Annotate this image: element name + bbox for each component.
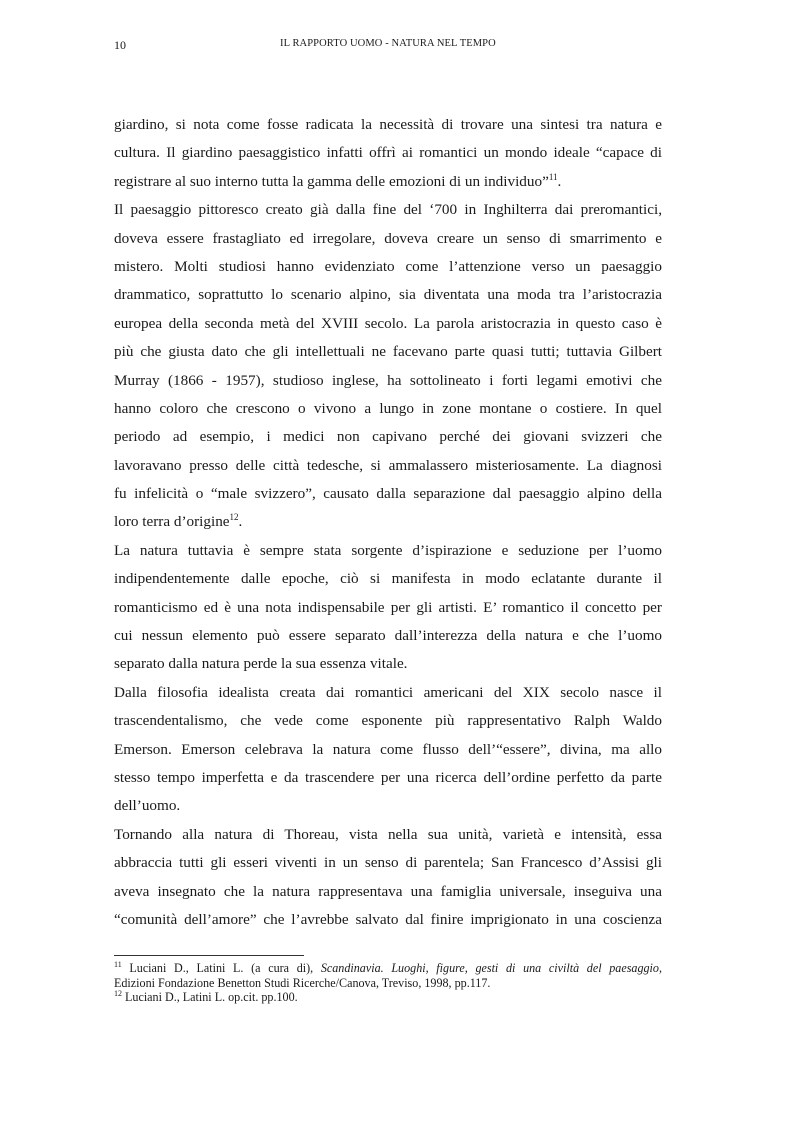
- text-line: periodo ad esempio, i medici non capivano perché dei giovani svizzeri che: [114, 428, 662, 446]
- text-line: trascendentalismo, che vede come esponente più rappresentativo Ralph Waldo: [114, 712, 662, 730]
- footnotes: [114, 961, 662, 1005]
- text-line: [114, 168, 662, 196]
- text-line-content: loro terra d’origine: [114, 513, 230, 531]
- text-line: fu infelicità o “male svizzero”, causato dalla separazione dal paesaggio alpino della: [114, 485, 662, 503]
- text-line: abbraccia tutti gli esseri viventi in un senso di parentela; San Francesco d’Assisi gli: [114, 854, 662, 872]
- footnote-ref-11[interactable]: 11: [548, 171, 558, 182]
- text-line: Murray (1866 - 1957), studioso inglese, ha sottolineato i forti legami emotivi che: [114, 371, 662, 389]
- text-line: Il paesaggio pittoresco creato già dalla fine del ‘700 in Inghilterra dai preromantici,: [114, 201, 662, 219]
- text-line: La natura tuttavia è sempre stata sorgente d’ispirazione e seduzione per l’uomo: [114, 541, 662, 559]
- text-line: romanticismo ed è una nota indispensabile per gli artisti. E’ romantico il concetto per: [114, 598, 662, 616]
- footnote-book-title: Scandinavia. Luoghi, figure, gesti di una civiltà del paesaggio: [320, 961, 659, 975]
- footnote-12: [114, 990, 662, 1005]
- page-header: [114, 38, 662, 56]
- text-line: Tornando alla natura di Thoreau, vista nella sua unità, varietà e intensità, essa: [114, 825, 662, 843]
- footnote-11-line2: Edizioni Fondazione Benetton Studi Ricerche/Canova, Treviso, 1998, pp.117.: [114, 975, 491, 990]
- text-line: dell’uomo.: [114, 797, 181, 815]
- footnote-number: 11: [114, 959, 122, 969]
- running-title: IL RAPPORTO UOMO - NATURA NEL TEMPO: [280, 38, 496, 49]
- footnote-authors: Luciani D., Latini L. (a cura di),: [121, 961, 321, 975]
- footnote-separator: [114, 955, 304, 956]
- text-line: Emerson. Emerson celebrava la natura come flusso dell’“essere”, divina, ma allo: [114, 740, 662, 758]
- text-line: [114, 508, 662, 536]
- text-line: mistero. Molti studiosi hanno evidenziato come l’attenzione verso un paesaggio: [114, 257, 662, 275]
- text-line: aveva insegnato che la natura rappresentava una famiglia universale, inseguiva una: [114, 882, 662, 900]
- text-line: separato dalla natura perde la sua essenza vitale.: [114, 655, 408, 673]
- body-text: [114, 111, 662, 934]
- text-line: cultura. Il giardino paesaggistico infatti offrì ai romantici un mondo ideale “capace di: [114, 144, 662, 162]
- text-line: doveva essere frastagliato ed irregolare, doveva creare un senso di smarrimento e: [114, 229, 662, 247]
- text-line: stesso tempo imperfetta e da trascendere per una ricerca dell’ordine perfetto da parte: [114, 768, 662, 786]
- text-line: europea della seconda metà del XVIII secolo. La parola aristocrazia in questo caso è: [114, 314, 662, 332]
- text-line-content: registrare al suo interno tutta la gamma delle emozioni di un individuo”: [114, 172, 549, 190]
- footnote-text: Luciani D., Latini L. op.cit. pp.100.: [122, 990, 298, 1004]
- footnote-11: [114, 961, 662, 976]
- text-line: “comunità dell’amore” che l’avrebbe salvato dal finire imprigionato in una coscienza: [114, 910, 662, 928]
- sentence-period: .: [238, 513, 243, 531]
- text-line: drammatico, soprattutto lo scenario alpino, sia diventata una moda tra l’aristocrazia: [114, 286, 662, 304]
- text-line: Dalla filosofia idealista creata dai romantici americani del XIX secolo nasce il: [114, 683, 662, 701]
- text-line: giardino, si nota come fosse radicata la necessità di trovare una sintesi tra natura e: [114, 116, 662, 133]
- text-line: lavoravano presso delle città tedesche, si ammalassero misteriosamente. La diagnosi: [114, 456, 662, 474]
- footnote-ref-12[interactable]: 12: [229, 512, 239, 523]
- page-number: 10: [114, 38, 126, 52]
- text-line: cui nessun elemento può essere separato dall’interezza della natura e che l’uomo: [114, 627, 662, 645]
- footnote-punct: ,: [658, 961, 662, 975]
- text-line: indipendentemente dalle epoche, ciò si manifesta in modo eclatante durante il: [114, 570, 662, 588]
- footnote-number: 12: [114, 988, 122, 998]
- text-line: più che giusta dato che gli intellettuali ne facevano parte quasi tutti; tuttavia Gilbert: [114, 343, 662, 361]
- sentence-period: .: [557, 172, 562, 190]
- text-line: hanno coloro che crescono o vivono a lungo in zone montane o costiere. In quel: [114, 399, 662, 417]
